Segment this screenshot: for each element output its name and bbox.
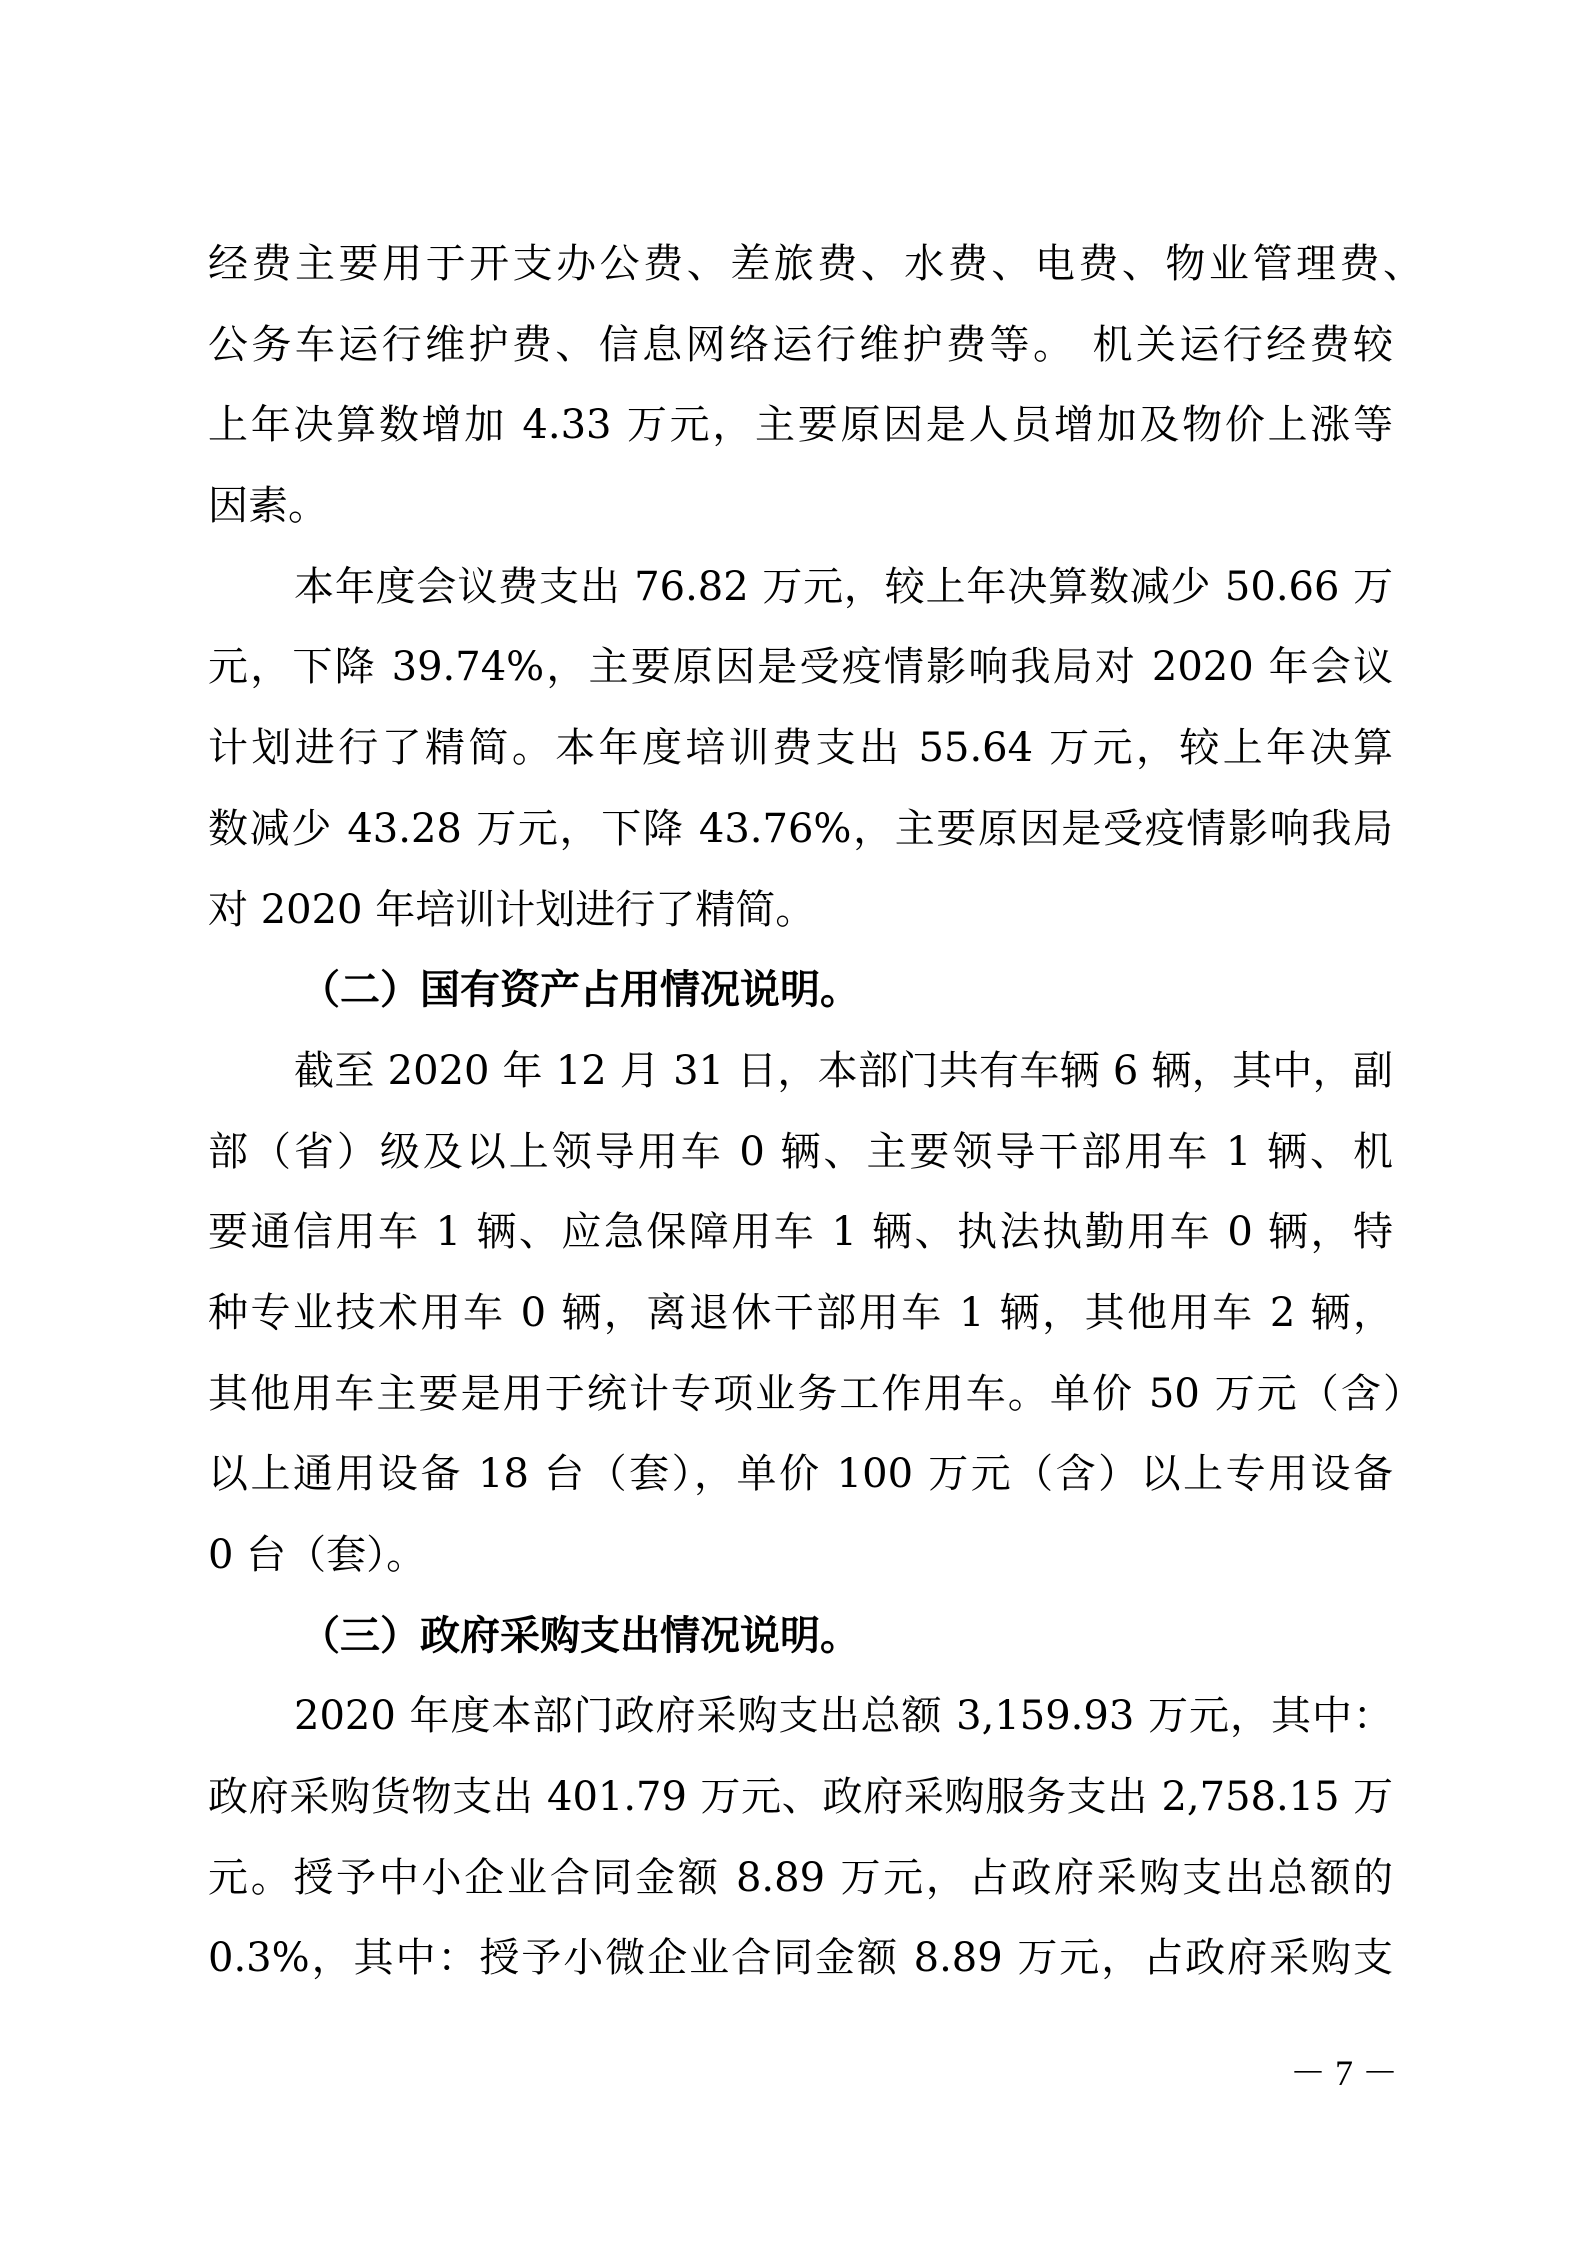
text-line: 经费主要用于开支办公费、差旅费、水费、电费、物业管理费、 <box>208 241 1423 287</box>
text-line: 本年度会议费支出 76.82 万元，较上年决算数减少 50.66 万 <box>294 563 1393 610</box>
text-line: 数减少 43.28 万元，下降 43.76%，主要原因是受疫情影响我局 <box>208 805 1393 852</box>
text-line: 以上通用设备 18 台（套），单价 100 万元（含）以上专用设备 <box>208 1451 1393 1498</box>
text-line: 种专业技术用车 0 辆，离退休干部用车 1 辆，其他用车 2 辆， <box>208 1289 1393 1336</box>
document-body <box>208 224 1423 1999</box>
text-line: 元。授予中小企业合同金额 8.89 万元，占政府采购支出总额的 <box>208 1854 1393 1901</box>
text-line: 计划进行了精简。本年度培训费支出 55.64 万元，较上年决算 <box>208 725 1393 772</box>
text-line: 政府采购货物支出 401.79 万元、政府采购服务支出 2,758.15 万 <box>208 1774 1393 1821</box>
text-line: 元，下降 39.74%，主要原因是受疫情影响我局对 2020 年会议 <box>208 644 1393 691</box>
text-line: 公务车运行维护费、信息网络运行维护费等。 机关运行经费较 <box>208 321 1393 368</box>
text-line: 部（省）级及以上领导用车 0 辆、主要领导干部用车 1 辆、机 <box>208 1128 1393 1175</box>
section-heading: （三）政府采购支出情况说明。 <box>300 1611 860 1659</box>
text-line: 其他用车主要是用于统计专项业务工作用车。单价 50 万元（含） <box>208 1370 1423 1417</box>
text-line: 对 2020 年培训计划进行了精简。 <box>208 886 816 933</box>
text-line: 上年决算数增加 4.33 万元，主要原因是人员增加及物价上涨等 <box>208 402 1393 449</box>
text-line: 0 台（套）。 <box>208 1532 427 1578</box>
page-number: － 7 － <box>1290 2053 1399 2093</box>
text-line: 截至 2020 年 12 月 31 日，本部门共有车辆 6 辆，其中，副 <box>294 1047 1393 1094</box>
text-line: 因素。 <box>208 483 328 530</box>
text-line: 0.3%，其中：授予小微企业合同金额 8.89 万元，占政府采购支 <box>208 1935 1393 1982</box>
text-line: 要通信用车 1 辆、应急保障用车 1 辆、执法执勤用车 0 辆，特 <box>208 1209 1393 1256</box>
text-line: 2020 年度本部门政府采购支出总额 3,159.93 万元，其中： <box>294 1693 1393 1740</box>
section-heading: （二）国有资产占用情况说明。 <box>300 966 860 1014</box>
